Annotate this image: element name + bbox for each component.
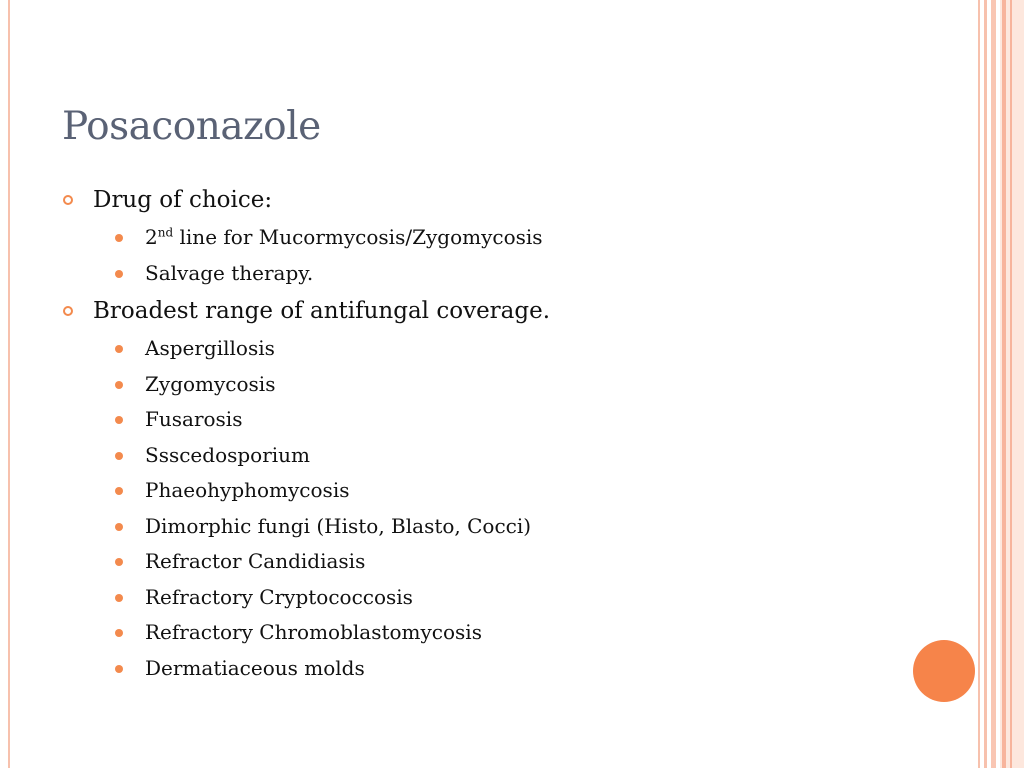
frame-stripe <box>984 0 987 768</box>
frame-stripe <box>1010 0 1012 768</box>
bullet-text-base: 2 <box>145 225 158 249</box>
frame-stripe <box>1002 0 1006 768</box>
bullet-level2 <box>62 438 922 474</box>
slide-frame-right <box>978 0 1024 768</box>
bullet-level2 <box>62 473 922 509</box>
dot-bullet-icon <box>115 558 123 566</box>
bullet-level2 <box>62 367 922 403</box>
bullet-level2 <box>62 509 922 545</box>
frame-stripe <box>978 0 980 768</box>
bullet-text: Refractory Chromoblastomycosis <box>145 620 482 644</box>
bullet-text: Refractor Candidiasis <box>145 549 366 573</box>
bullet-level1 <box>62 295 922 327</box>
ring-bullet-icon <box>63 306 73 316</box>
bullet-text: Ssscedosporium <box>145 442 311 467</box>
bullet-text: Salvage therapy. <box>145 260 314 285</box>
dot-bullet-icon <box>115 629 123 637</box>
dot-bullet-icon <box>115 234 123 242</box>
bullet-level2 <box>62 331 922 367</box>
frame-stripe <box>991 0 996 768</box>
bullet-text: Broadest range of antifungal coverage. <box>93 298 551 324</box>
dot-bullet-icon <box>115 523 123 531</box>
slide-frame-left <box>8 0 10 768</box>
bullet-text: Refractory Cryptococcosis <box>145 584 413 609</box>
bullet-text: Phaeohyphomycosis <box>145 478 350 502</box>
bullet-level2 <box>62 402 922 438</box>
dot-bullet-icon <box>115 487 123 495</box>
bullet-level1 <box>62 184 922 216</box>
dot-bullet-icon <box>115 452 123 460</box>
dot-bullet-icon <box>115 381 123 389</box>
bullet-text: Dimorphic fungi (Histo, Blasto, Cocci) <box>145 513 532 538</box>
dot-bullet-icon <box>115 416 123 424</box>
bullet-text: Fusarosis <box>145 407 243 431</box>
bullet-text-rest: line for Mucormycosis/Zygomycosis <box>173 225 543 249</box>
slide-content <box>62 184 922 686</box>
dot-bullet-icon <box>115 594 123 602</box>
bullet-level2 <box>62 220 922 256</box>
bullet-text: Aspergillosis <box>145 336 275 360</box>
bullet-level2 <box>62 651 922 687</box>
bullet-level2 <box>62 544 922 580</box>
accent-circle <box>913 640 975 702</box>
dot-bullet-icon <box>115 345 123 353</box>
bullet-text-superscript: nd <box>157 225 174 240</box>
ring-bullet-icon <box>63 195 73 205</box>
dot-bullet-icon <box>115 270 123 278</box>
bullet-text: Drug of choice: <box>93 187 273 213</box>
bullet-level2 <box>62 256 922 292</box>
slide-title: Posaconazole <box>62 104 321 149</box>
bullet-text: Dermatiaceous molds <box>145 655 365 680</box>
bullet-level2 <box>62 580 922 616</box>
dot-bullet-icon <box>115 665 123 673</box>
bullet-text: Zygomycosis <box>145 371 276 396</box>
bullet-level2 <box>62 615 922 651</box>
